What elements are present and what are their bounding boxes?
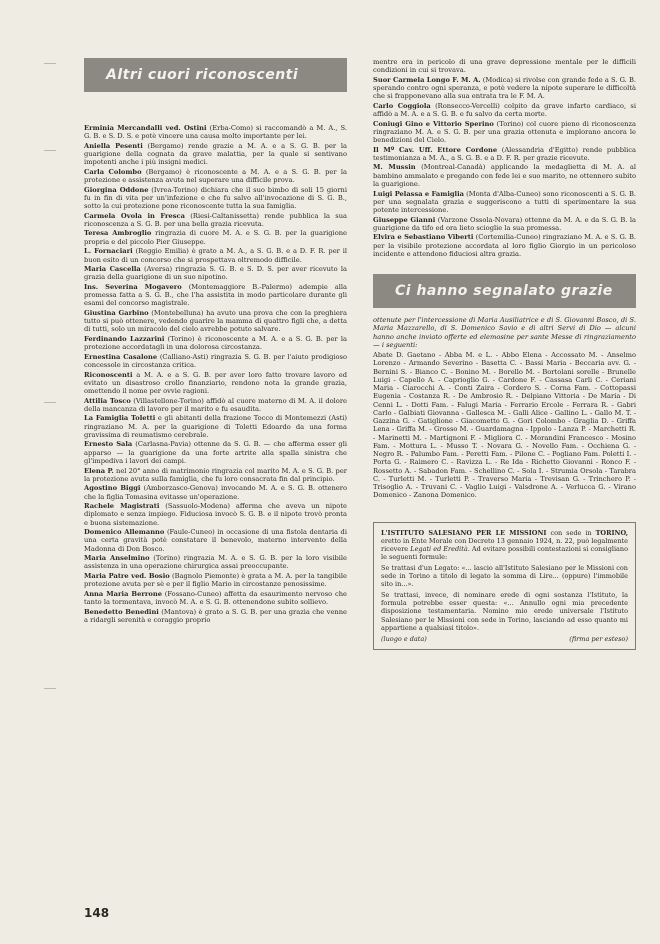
grace-entry <box>84 142 347 167</box>
grace-entry <box>84 186 347 211</box>
grace-entry <box>84 554 347 571</box>
entry-text: (Sassuolo-Modena) afferma che aveva un nipote diplomato e senza impiego. Fiduciosa invocò S. G. B. e il nipote trovò pronta e buona sistemazione. <box>84 502 347 527</box>
grace-entry <box>373 163 636 188</box>
entry-name: Il Mº Cav. Uff. Ettore Cordone <box>373 145 498 154</box>
notice-text: con sede in <box>550 528 592 537</box>
notice-text: eretto in Ente Morale con Decreto 13 gennaio 1924, n. 22, può legalmente ricevere <box>381 536 628 553</box>
section-banner-altri-cuori: Altri cuori riconoscenti <box>84 58 347 92</box>
notice-legati: Legati ed Eredità. <box>410 544 470 553</box>
notice-institute-name: L'ISTITUTO SALESIANO PER LE MISSIONI <box>381 528 547 537</box>
margin-mark <box>44 688 56 689</box>
entry-name: La Famiglia Toletti <box>84 414 156 423</box>
right-column <box>373 58 636 650</box>
grace-entry <box>84 397 347 414</box>
entry-text: (Faule-Cuneo) in occasione di una fistola dentaria di una certa gravità potè constatare il benevolo, materno intervento della Madonna di Don Bosco. <box>84 528 347 553</box>
entry-name: Erminia Mercandalli ved. Ostini <box>84 124 207 132</box>
grace-entry <box>84 247 347 264</box>
grace-entry <box>84 371 347 396</box>
entry-text: (Modica) si rivolse con grande fede a S. G. B. sperando contro ogni speranza, e potè vedere la nipote superare le difficoltà che si frapponevano alla sua entrata tra le F. M. A. <box>373 75 636 101</box>
entry-name: Maria Cascella <box>84 265 141 274</box>
entry-text: (Erba-Como) si raccomandò a M. A., S. G. B. e S. D. S. e potè vincere una causa molto importante per lei. <box>84 124 347 141</box>
margin-mark <box>44 402 56 403</box>
margin-mark <box>44 150 56 151</box>
grace-entry <box>84 528 347 553</box>
entry-name: Luigi Pelassa e Famiglia <box>373 189 464 198</box>
place-date-label: (luogo e data) <box>381 634 427 643</box>
entry-text: (Torino) col cuore pieno di riconoscenza ringraziano M. A. e S. G. B. per una grazia ottenuta e implorano ancora le benedizioni del Cielo. <box>373 119 636 145</box>
grace-entry <box>373 190 636 215</box>
entry-text: (Calliano-Asti) ringrazia S. G. B. per l'aiuto prodigioso concessole in circostanza critica. <box>84 352 347 370</box>
entry-text: (Ivrea-Torino) dichiara che il suo bimbo di soli 15 giorni fu in fin di vita per un'infezione e che fu salvo all'invocazione di S. G. B., sotto la cui protezione pone riconoscente tutta la sua famiglia. <box>84 185 347 211</box>
entry-text: (Bagnolo Piemonte) è grata a M. A. per la tangibile protezione avuta per sè e per il figlio Mario in circostanze penosissime. <box>84 571 347 589</box>
entry-name: Aniella Pesenti <box>84 141 143 150</box>
entry-text: (Ronsecco-Vercelli) colpito da grave infarto cardiaco, si affidò a M. A. e a S. G. B. e fu salvo da certa morte. <box>373 101 636 119</box>
entry-name: Ins. Severina Mogavero <box>84 282 182 291</box>
entry-name: Ferdinando Lazzarini <box>84 334 165 343</box>
grace-entry <box>84 168 347 185</box>
grace-entry <box>84 414 347 439</box>
grazie-intro: ottenute per l'intercessione di Maria Ausiliatrice e di S. Giovanni Bosco, di S. Maria Mazzarello, di S. Domenico Savio e di altri Servi di Dio — alcuni hanno anche inviato offerte ed elemosine per sante Messe di ringraziamento — i seguenti: <box>373 316 636 349</box>
entry-text: (Amborzasco-Genova) invocando M. A. e S. G. B. ottenero che la figlia Tomasina evitasse un'operazione. <box>84 484 347 501</box>
entry-name: Giorgina Oddone <box>84 185 149 194</box>
entry-text: (Torino) è riconoscente a M. A. e a S. G. B. per la protezione accordatagli in una dolorosa circostanza. <box>84 334 347 352</box>
grace-entry <box>84 572 347 589</box>
grace-entry <box>84 484 347 501</box>
grace-entry <box>373 146 636 163</box>
signature-line <box>381 635 628 643</box>
notice-text: Ad evitare possibili contestazioni si consigliano le seguenti formule: <box>381 544 628 561</box>
left-column <box>84 58 347 625</box>
entry-text: (Montebelluna) ha avuto una prova che con la preghiera tutto si può ottenere, vedendo guarire la mamma di quattro figli che, a detta di tutti, solo un miracolo del cielo avrebbe potuto salvare. <box>84 308 347 334</box>
entry-name: Suor Carmela Longo F. M. A. <box>373 75 481 84</box>
legacy-notice-p1 <box>381 529 628 561</box>
grace-entry <box>84 265 347 282</box>
entry-name: Giustina Garbino <box>84 308 149 317</box>
entry-text: e gli abitanti della frazione Tocco di Montemezzi (Asti) ringraziano M. A. per la guarigione di Toletti Edoardo da una forma gravissima di reumatismo cerebrale. <box>84 414 348 439</box>
grace-entry <box>84 212 347 229</box>
entry-text: (Reggio Emilia) è grato a M. A., a S. G. B. e a D. F. R. per il buon esito di un concorso che si prospettava oltremodo difficile. <box>84 247 347 264</box>
entry-name: Ernestina Casalone <box>84 352 158 361</box>
grace-entry <box>84 502 347 527</box>
grace-entry <box>84 608 347 625</box>
entry-text: (Cortemilia-Cuneo) ringraziano M. A. e S. G. B. per la visibile protezione accordata al loro figlio Giorgio in un pericoloso incidente e attendono fiduciosi altra grazia. <box>373 233 636 258</box>
signature-label: (firma per esteso) <box>569 634 628 643</box>
entry-name: Giuseppe Gianni <box>373 215 436 224</box>
entry-text: (Fossano-Cuneo) affetta da esaurimento nervoso che tanto la tormentava, invocò M. A. e S. G. B. ottenendone subito sollievo. <box>84 589 347 607</box>
entry-name: Carlo Coggiola <box>373 101 431 110</box>
grace-entry <box>84 309 347 334</box>
entry-name: Attilia Tosco <box>84 396 131 405</box>
entry-name: Maria Patre ved. Bosio <box>84 571 170 580</box>
entry-name: Teresa Ambroglio <box>84 229 152 238</box>
entry-name: Carla Colombo <box>84 167 142 176</box>
grace-entry <box>373 58 636 75</box>
grace-entry <box>84 229 347 246</box>
grace-entry <box>373 102 636 119</box>
grace-entry <box>84 467 347 484</box>
grace-entries-right <box>373 58 636 258</box>
margin-mark <box>44 63 56 64</box>
legacy-notice-p2: Se trattasi d'un Legato: «... lascio all'Istituto Salesiano per le Missioni con sede in Torino a titolo di legato la somma di Lire... (oppure) l'immobile sito in...». <box>381 564 628 589</box>
entry-text: (Torino) ringrazia M. A. e S. G. B. per la loro visibile assistenza in una operazione chirurgica assai preoccupante. <box>84 554 347 571</box>
entry-name: Maria Anselmino <box>84 554 150 563</box>
legacy-notice-box <box>373 522 636 650</box>
legacy-notice-p3: Se trattasi, invece, di nominare erede di ogni sostanza l'Istituto, la formula potrebbe esser questa: «... Annullo ogni mia precedente disposizione testamentaria. Nomino mio erede universale l'Istituto Salesiano per le Missioni con sede in Torino, lasciando ad esso quanto mi appartiene a qualsiasi titolo». <box>381 591 628 632</box>
entry-text: mentre era in pericolo di una grave depressione mentale per le difficili condizioni in cui si trovava. <box>373 58 636 75</box>
entry-name: Elvira e Sebastiano Viberti <box>373 233 474 242</box>
entry-text: (Aversa) ringrazia S. G. B. e S. D. S. per aver ricevuto la grazia della guarigione di un suo nipotino. <box>84 265 347 282</box>
entry-name: Domenico Allemanno <box>84 528 165 537</box>
entry-text: (Montreal-Canadà) applicando la medaglietta di M. A. al bambino ammalato e pregando con fede lei e suo marito, ne ottennero subito la guarigione. <box>373 163 636 188</box>
entry-name: Riconoscenti <box>84 370 133 379</box>
entry-text: (Villastellone-Torino) affidò al cuore materno di M. A. il dolore della mancanza di lavoro per il marito e fu esaudita. <box>84 396 347 413</box>
grace-entry <box>84 440 347 465</box>
notice-city: TORINO, <box>595 528 629 537</box>
entry-name: L. Fornaciari <box>84 247 133 256</box>
grace-entry <box>373 216 636 233</box>
entry-text: ringrazia di cuore M. A. e S. G. B. per la guarigione propria e del piccolo Pier Giuseppe. <box>84 229 347 246</box>
grace-entry <box>373 233 636 258</box>
entry-name: Anna Maria Berrone <box>84 589 162 598</box>
entry-name: M. Mussin <box>373 163 416 172</box>
grace-entry <box>84 590 347 607</box>
entry-text: (Carlasna-Pavia) ottenne da S. G. B. — che afferma esser gli apparso — la guarigione da una forte artrite alla spalla sinistra che gl'impediva i lavori dei campi. <box>84 440 347 465</box>
entry-name: Benedetto Benedini <box>84 607 159 616</box>
grace-entry <box>84 283 347 308</box>
entry-text: a M. A. e a S. G. B. per aver loro fatto trovare lavoro ed evitato un disastroso crollo finanziario, rendono nota la grande grazia, omettendo il nome per ovvie ragioni. <box>84 370 347 396</box>
grace-entry <box>373 120 636 145</box>
grace-entry <box>373 76 636 101</box>
entry-text: nel 20° anno di matrimonio ringrazia col marito M. A. e S. G. B. per la protezione avuta sulla famiglia, che fu loro consacrata fin dal principio. <box>84 466 347 483</box>
section-banner-segnalato-grazie: Ci hanno segnalato grazie <box>373 274 636 308</box>
entry-text: (Bergamo) è riconoscente a M. A. e a S. G. B. per la protezione e assistenza avuta nel superare una difficile prova. <box>84 167 347 185</box>
entry-text: (Montemaggiore B.-Palermo) adempie alla promessa fatta a S. G. B., che l'ha assistita in modo particolare durante gli esami del concorso magistrale. <box>84 282 347 308</box>
entry-name: Elena P. <box>84 466 114 475</box>
entry-text: (Alessandria d'Egitto) rende pubblica testimonianza a M. A., a S. G. B. e a D. F. R. per grazie ricevute. <box>373 145 636 162</box>
grace-entry <box>84 353 347 370</box>
page-number: 148 <box>84 906 110 920</box>
entry-text: (Monta d'Alba-Cuneo) sono riconoscenti a S. G. B. per una segnalata grazia e suggeriscono a tutti di sperimentare la sua potente intercessione. <box>373 189 636 215</box>
names-list: Abate D. Gaetano - Abba M. e L. - Abbo Elena - Accossato M. - Anselmo Lorenzo - Armando Severino - Basetta C. - Bassi Maria - Beccaria avv. G. - Bernini S. - Bianco C. - Bonino M. - Borello M. - Bortolani sorelle - Brunelle Luigi - Capello A. - Caprioglio G. - Cardone F. - Cassasa Carli C. - Ceriani Maria - Ciarocchi A. - Conti Zaira - Cordero S. - Corna Fam. - Cottopassi Eugenia - Costanza R. - De Ambrosio R. - Delpiano Vittoria - De Maria - Di Cenni L. - Dotti Fam. - Falugi Maria - Ferrario Ercole - Ferrara R. - Gabri Carlo - Galbiati Giovanna - Gallesca M. - Galli Alice - Gallino L. - Gallo M. T. - Gazzina G. - Gatiglione - Giacometto G. - Gori Colombo - Graglia D. - Griffa Lena - Griffa M. - Grosso M. - Guardamagna - Ippolo - Lanza P. - Marchetti R. - Marinetti M. - Martignoni F. - Migliora C. - Morandini Francesco - Mosino Fam. - Mottura L. - Musso T. - Novara G. - Novello Fam. - Occhiena G. - Negro R. - Palumbo Fam. - Peretti Fam. - Pilone C. - Pogliano Fam. Poletti I. - Porta G. - Raimero C. - Ravizza L. - Re Ida - Richetto Giovanni - Ronco F. - Rossetto A. - Sabadon Fam. - Schellino C. - Sola I. - Strumia Orsola - Tarabra C. - Turletti M. - Turletti P. - Traverso Maria - Trevisan G. - Trinchero P. - Trisoglio A. - Truvani C. - Vaglio Luigi - Valsdrone A. - Verlucca G. - Virano Domenico - Zanona Domenico. <box>373 351 636 500</box>
grace-entry <box>84 124 347 141</box>
entry-text: (Mantova) è grato a S. G. B. per una grazia che venne a ridargli serenità e coraggio proprio <box>84 607 347 624</box>
entry-name: Carmela Ovola in Fresca <box>84 211 185 220</box>
entry-name: Agostino Biggi <box>84 484 141 493</box>
entry-text: (Bergamo) rende grazie a M. A. e a S. G. B. per la guarigione della cognata da grave malattia, per la quale si sentivano impotenti anche i più insigni medici. <box>84 141 347 167</box>
grace-entry <box>84 335 347 352</box>
entry-name: Ernesto Sala <box>84 440 133 449</box>
entry-name: Coniugi Gino e Vittorio Sperino <box>373 119 494 128</box>
entry-name: Rachele Magistrati <box>84 502 160 511</box>
entry-text: (Varzone Ossola-Novara) ottenne da M. A. e da S. G. B. la guarigione da tifo ed ora lieto scioglie la sua promessa. <box>373 215 636 232</box>
grace-entries-left <box>84 124 347 624</box>
entry-text: (Riesi-Caltanissetta) rende pubblica la sua riconoscenza a S. G. B. per una bella grazia ricevuta. <box>84 211 347 228</box>
